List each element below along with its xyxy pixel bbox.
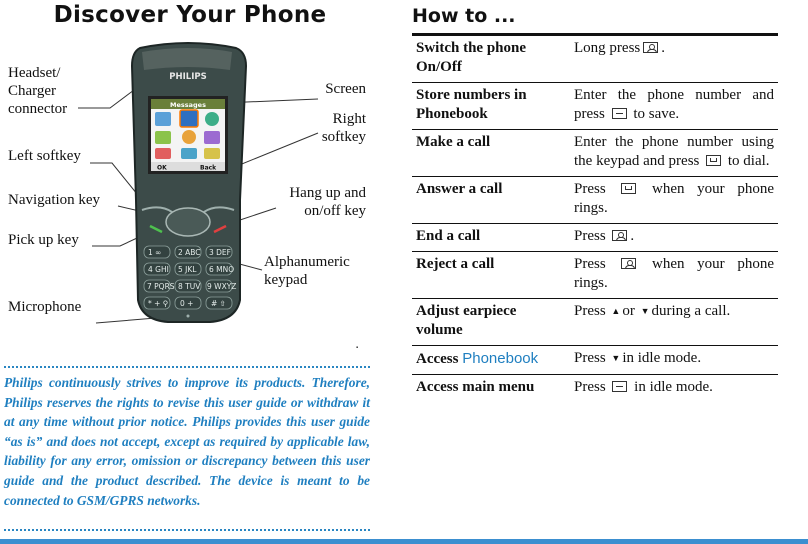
person-key-icon: [643, 42, 658, 53]
howto-action: Answer a call: [412, 177, 570, 224]
microphone-hole: [187, 315, 190, 318]
screen-menu-icons: [155, 110, 220, 159]
label-microphone: Microphone: [8, 299, 82, 315]
howto-action: Make a call: [412, 130, 570, 177]
howto-instruction: Press ▲ or ▼ during a call.: [570, 299, 778, 346]
label-right-softkey: Right softkey: [321, 111, 366, 145]
table-row: [412, 83, 778, 130]
notice-box: [4, 366, 370, 510]
howto-action: Access Phonebook: [412, 346, 570, 375]
label-alphanumeric-keypad: Alphanumeric keypad: [264, 254, 350, 288]
notice-text: Philips continuously strives to improve its products. Therefore, Philips reserves the rights to revise this user guide or withdraw it at any time without prior notice. Philips provides this user guide “as is” and does not accept, except as required by applicable law, liability for any error, omission or discrepancy between this user guide and the product described. The device is meant to be connected to GSM/GPRS networks.: [4, 375, 370, 508]
table-row: [412, 375, 778, 403]
arrow-up-icon: ▲: [611, 306, 621, 316]
keypad-key-3: 3 DEF: [209, 248, 231, 257]
person-key-icon: [621, 258, 636, 269]
keypad-key-2: 2 ABC: [178, 248, 201, 257]
keypad-key-6: 6 MNO: [209, 265, 235, 274]
table-row: [412, 252, 778, 299]
howto-instruction: Press in idle mode.: [574, 379, 713, 395]
page-title-right: How to ...: [412, 5, 516, 27]
label-pick-up-key: Pick up key: [8, 232, 79, 248]
keypad-key-hash: # ⇧: [211, 299, 226, 308]
label-hang-up-key: Hang up and on/off key: [289, 185, 366, 219]
softkey-icon: [612, 108, 627, 119]
arrow-down-icon: ▼: [640, 306, 650, 316]
howto-table: [412, 36, 778, 402]
howto-instruction: Press when your phone rings.: [570, 252, 778, 299]
person-key-icon: [612, 230, 627, 241]
pick-up-key-icon: [706, 155, 721, 166]
softkey-icon: [612, 381, 627, 392]
table-row: [412, 224, 778, 252]
howto-action: Store numbers in Phonebook: [412, 83, 570, 130]
pick-up-key-icon: [621, 183, 636, 194]
keypad-key-0: 0 +: [180, 299, 194, 308]
keypad-key-5: 5 JKL: [178, 265, 197, 274]
navigation-key: [166, 208, 210, 236]
label-navigation-key: Navigation key: [8, 192, 101, 208]
label-screen: Screen: [325, 81, 366, 97]
keypad-key-7: 7 PQRS: [147, 282, 175, 291]
table-row: [412, 130, 778, 177]
howto-instruction: Press .: [570, 224, 778, 252]
screen-ok-label: OK: [157, 164, 167, 172]
screen-back-label: Back: [200, 164, 217, 172]
keypad-key-8: 8 TUV: [178, 282, 201, 291]
screen-menu-title: Messages: [170, 101, 206, 109]
howto-instruction: Enter the phone number using the keypad and press to dial.: [570, 130, 778, 177]
howto-action: Access main menu: [416, 379, 535, 395]
keypad-key-star: * + ⚲: [148, 299, 169, 308]
table-row: [412, 177, 778, 224]
howto-action: Switch the phone On/Off: [412, 36, 570, 83]
howto-instruction: Long press .: [570, 36, 778, 83]
howto-action: End a call: [412, 224, 570, 252]
table-row: [412, 299, 778, 346]
keypad-key-4: 4 GHI: [148, 265, 169, 274]
phone-brand: PHILIPS: [169, 72, 207, 82]
phonebook-link: Phonebook: [462, 350, 539, 367]
footer-bar: [0, 539, 808, 544]
keypad-key-1: 1 ∞: [148, 248, 162, 257]
phone-top-shine: [142, 48, 232, 70]
howto-instruction: Press ▼ in idle mode.: [570, 346, 778, 375]
table-row: [412, 36, 778, 83]
page-title-left: Discover Your Phone: [53, 2, 327, 28]
keypad-key-9: 9 WXYZ: [207, 282, 237, 291]
label-headset-connector: Headset/ Charger connector: [8, 65, 68, 117]
howto-action: Adjust earpiece volume: [412, 299, 570, 346]
table-row: [412, 346, 778, 375]
svg-text:▪: ▪: [356, 345, 359, 351]
label-left-softkey: Left softkey: [8, 148, 81, 164]
notice-bottom-rule: [4, 529, 370, 531]
arrow-down-icon: ▼: [611, 353, 621, 363]
howto-action: Reject a call: [412, 252, 570, 299]
howto-instruction: Enter the phone number and press to save.: [570, 83, 778, 130]
howto-instruction: Press when your phone rings.: [570, 177, 778, 224]
